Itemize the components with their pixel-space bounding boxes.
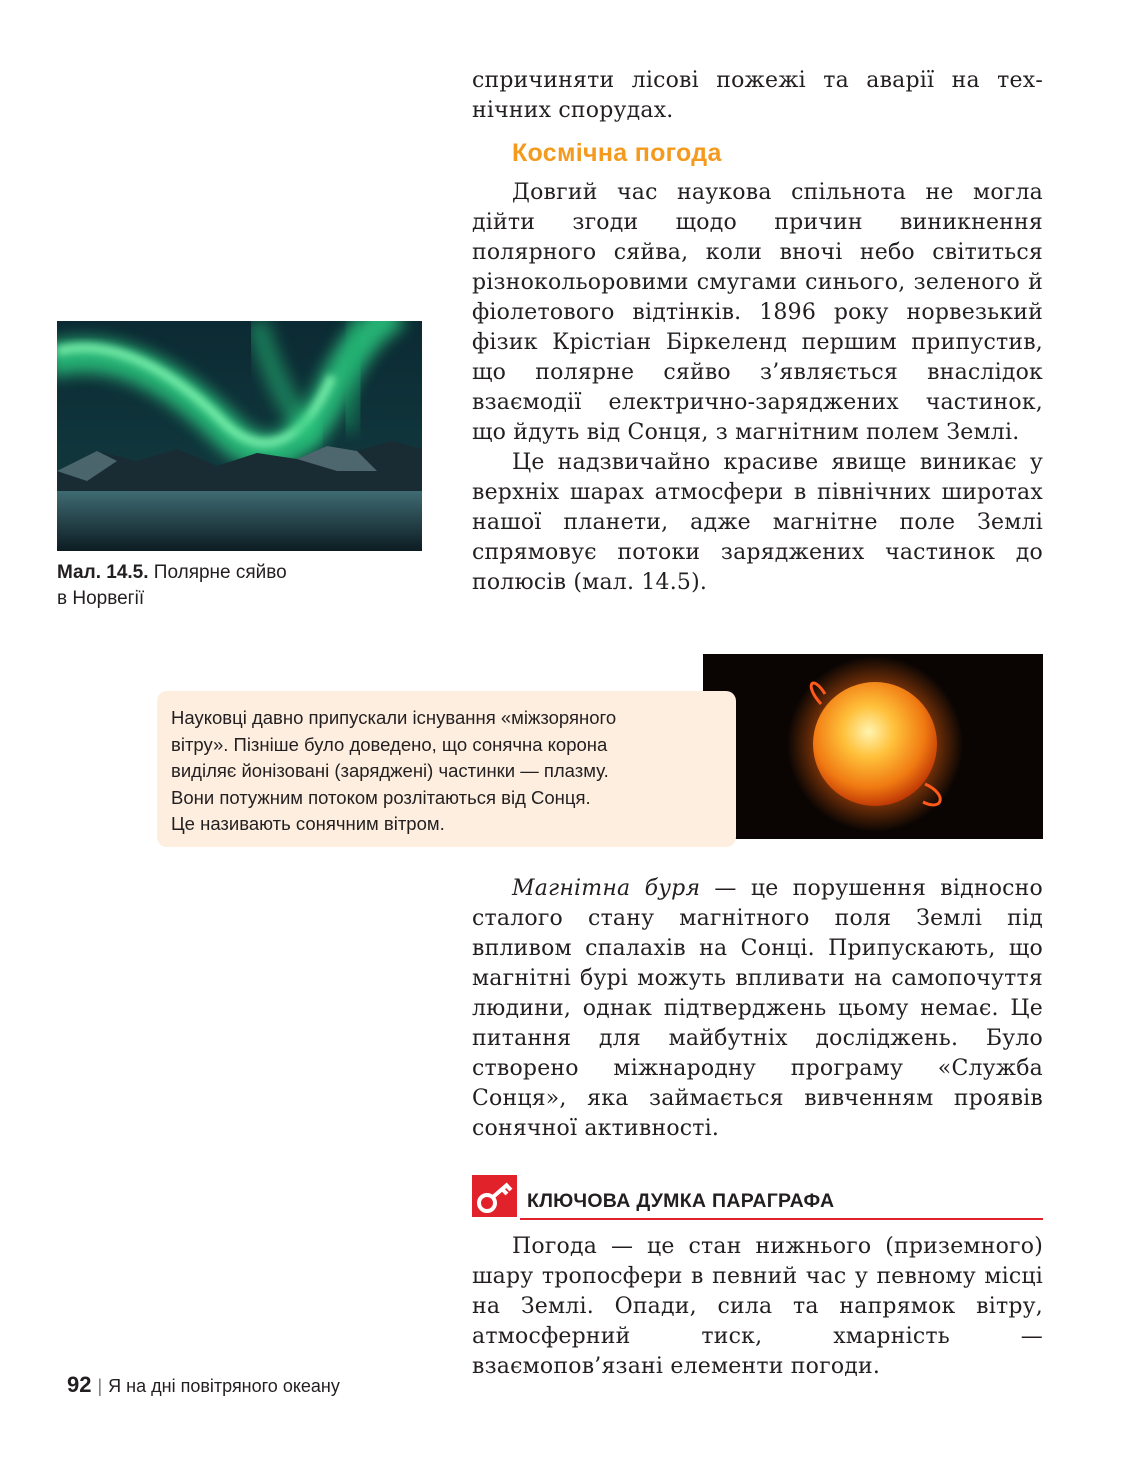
intro-text: [472, 66, 1043, 126]
figure-caption-line-2: в Норвегії: [57, 588, 145, 609]
info-line-2: вітру». Пізніше було доведено, що сонячна корона: [171, 733, 608, 755]
info-line-3: виділяє йонізовані (заряджені) частинки — плазму.: [171, 760, 609, 781]
section-heading: Космічна погода: [512, 139, 722, 167]
main-text-storm: [472, 874, 1043, 1144]
chapter-title: Я на дні повітряного океану: [108, 1376, 340, 1396]
footer-separator: |: [97, 1376, 103, 1396]
intro-line-2: нічних спорудах.: [472, 98, 674, 123]
figure-caption-line-1: Полярне сяйво: [153, 562, 287, 583]
paragraph-key-idea: Погода — це стан нижнього (приземного) шару тропосфери в певний час у певному місці на Землі. Опади, сила та напрямок вітру, атмосферний тиск, хмарність — взаємопов’язані елементи погоди.: [472, 1234, 1043, 1379]
info-box: [157, 691, 736, 847]
term-magnetic-storm: Магнітна буря: [512, 876, 701, 901]
info-line-4: Вони потужним потоком розлітаються від Сонця.: [171, 786, 591, 808]
paragraph-magnetic-storm: [472, 874, 1043, 1144]
key-icon: [472, 1175, 517, 1217]
info-line-5: Це називають сонячним вітром.: [171, 813, 445, 834]
key-idea-heading: КЛЮЧОВА ДУМКА ПАРАГРАФА: [527, 1190, 835, 1212]
key-idea-text: [472, 1232, 1043, 1382]
figure-label: Мал. 14.5.: [57, 562, 149, 583]
page-number: 92: [67, 1372, 92, 1397]
figure-caption: [57, 560, 357, 612]
paragraph-aurora-history: Довгий час наукова спільнота не могла дійти згоди щодо причин виникнення полярного сяйва, коли вночі небо світиться різнокольоровими смугами синього, зеленого й фіолетового відтінків. 1896 року норвезький фізик Крістіан Біркеленд першим припустив, що полярне сяйво з’являється внаслідок взаємодії електрично-заряджених частинок, що йдуть від Сонця, з магнітним полем Землі.: [472, 180, 1043, 445]
paragraph-aurora-origin: Це надзвичайно красиве явище виникає у верхніх шарах атмосфери в північних широтах нашої планети, адже магнітне поле Землі спрямовує потоки заряджених частинок до полюсів (мал. 14.5).: [472, 450, 1043, 595]
intro-line-1: спричиняти лісові пожежі та аварії на тех-: [472, 68, 1043, 93]
sun-photo: [703, 654, 1043, 839]
main-text-top: [472, 178, 1043, 598]
aurora-photo: [57, 321, 422, 551]
key-idea-rule: [520, 1218, 1043, 1220]
paragraph-magnetic-storm-text: — це порушення відносно сталого стану магнітного поля Землі під впливом спалахів на Сонці. Припускають, що магнітні бурі можуть впливати на самопочуття людини, однак підтверджень цьому немає. Це питання для майбутніх досліджень. Було створено міжнародну програму «Служба Сонця», яка займається вивченням проявів сонячної активності.: [472, 876, 1043, 1141]
info-line-1: Науковці давно припускали існування «міжзоряного: [171, 707, 617, 728]
page-footer: [67, 1372, 340, 1398]
